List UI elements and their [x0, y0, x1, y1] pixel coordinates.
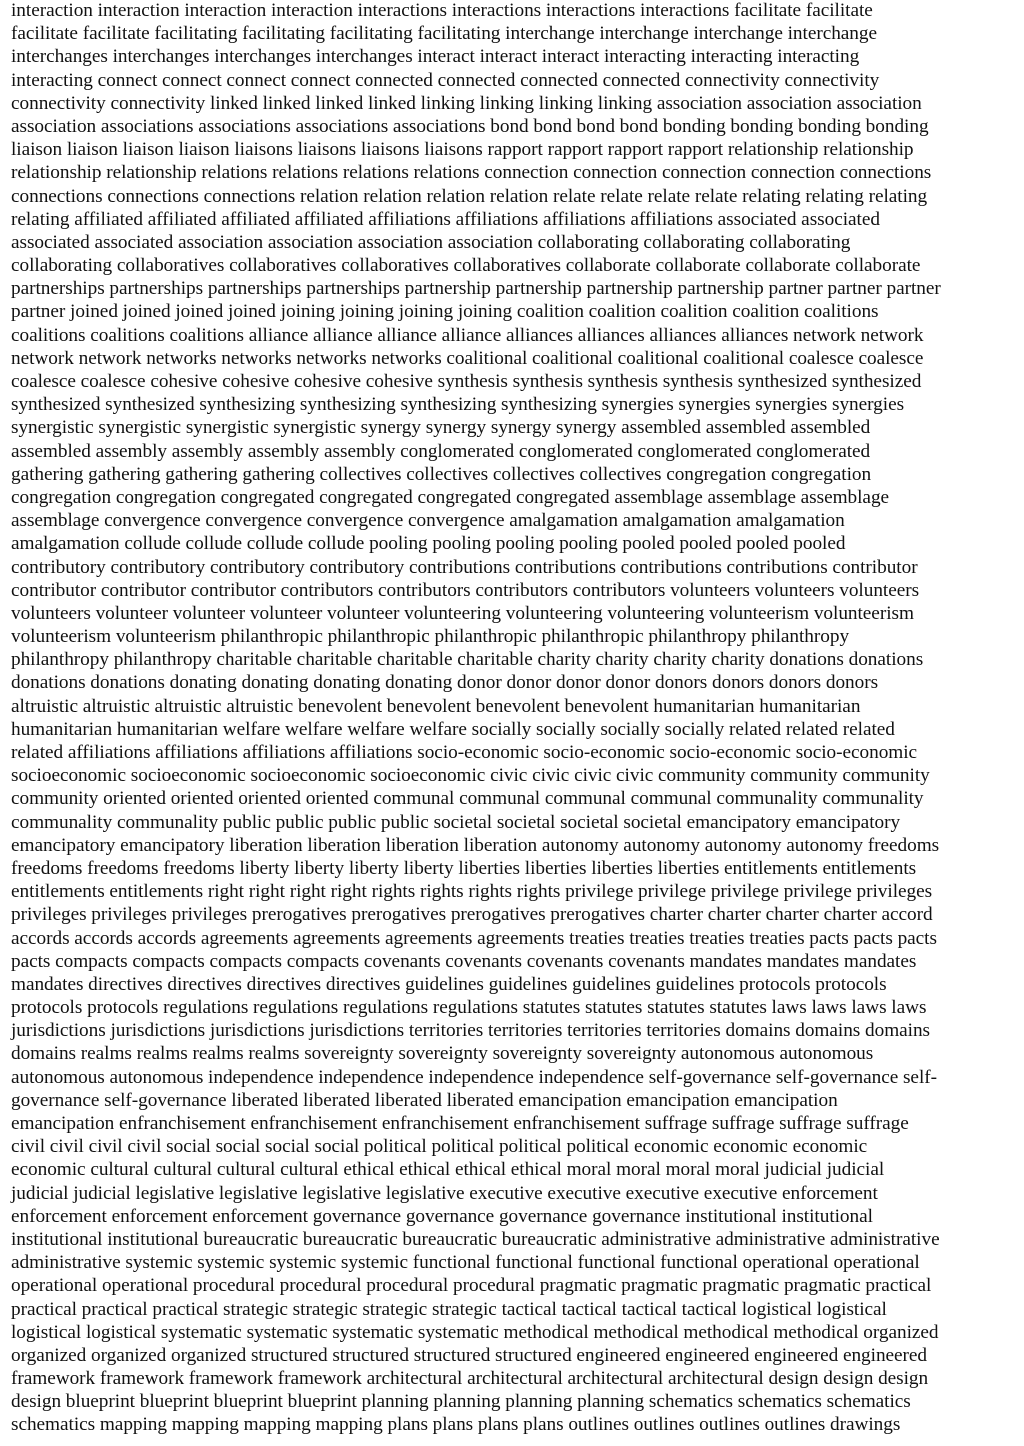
- text-line: emancipation enfranchisement enfranchisement enfranchisement enfranchisement suffrage suffrage suffrage suffrage: [11, 1113, 909, 1134]
- text-line: accords accords accords agreements agreements agreements agreements treaties treaties treaties treaties pacts pacts pacts: [11, 927, 937, 949]
- text-line: economic cultural cultural cultural cultural ethical ethical ethical ethical moral moral moral moral judicial judicial: [11, 1159, 885, 1181]
- text-line: philanthropy philanthropy charitable charitable charitable charitable charity charity charity charity donations donations: [11, 649, 924, 671]
- text-line: judicial judicial legislative legislative legislative legislative executive executive executive executive enforcement: [11, 1182, 878, 1204]
- text-line: network network networks networks networks networks coalitional coalitional coalitional coalitional coalesce coalesce: [11, 347, 924, 369]
- text-line: enforcement enforcement enforcement governance governance governance governance institutional institutional: [11, 1205, 873, 1227]
- text-line: associated associated association association association association collaborating collaborating collaborating: [11, 231, 851, 253]
- text-line: practical practical practical strategic strategic strategic strategic tactical tactical tactical tactical logistical logistical: [11, 1298, 887, 1320]
- text-line: facilitate facilitate facilitating facilitating facilitating facilitating interchange interchange interchange interchange: [11, 23, 877, 45]
- text-line: pacts compacts compacts compacts compacts covenants covenants covenants covenants mandates mandates mandates: [11, 950, 917, 972]
- text-line: institutional institutional bureaucratic bureaucratic bureaucratic bureaucratic administrative administrative administrative: [11, 1228, 940, 1250]
- text-line: altruistic altruistic altruistic altruistic benevolent benevolent benevolent benevolent humanitarian humanitarian: [11, 695, 861, 717]
- text-line: entitlements entitlements right right right right rights rights rights rights privilege privilege privilege privilege privileges: [11, 881, 933, 903]
- text-line: congregation congregation congregated congregated congregated congregated assemblage assemblage assemblage: [11, 486, 890, 508]
- text-line: operational operational procedural procedural procedural procedural pragmatic pragmatic pragmatic pragmatic practical: [11, 1275, 932, 1297]
- text-line: relating affiliated affiliated affiliated affiliated affiliations affiliations affiliations affiliations associated associated: [11, 208, 880, 230]
- text-line: related affiliations affiliations affiliations affiliations socio-economic socio-economic socio-economic socio-economic: [11, 742, 918, 763]
- text-line: interchanges interchanges interchanges interchanges interact interact interact interacting interacting interacting: [11, 46, 860, 68]
- text-line: connectivity connectivity linked linked linked linked linking linking linking linking association association association: [11, 92, 922, 114]
- text-line: coalesce coalesce cohesive cohesive cohesive cohesive synthesis synthesis synthesis synthesis synthesized synthesized: [11, 371, 922, 392]
- text-line: mandates directives directives directives directives guidelines guidelines guidelines guidelines protocols protocols: [11, 973, 887, 995]
- text-line: governance self-governance liberated liberated liberated liberated emancipation emancipation emancipation: [11, 1089, 838, 1111]
- text-line: framework framework framework framework architectural architectural architectural architectural design design design: [11, 1368, 929, 1390]
- text-line: relationship relationship relations relations relations relations connection connection connection connection connections: [11, 162, 932, 184]
- text-line: organized organized organized structured structured structured structured engineered engineered engineered engineered: [11, 1344, 928, 1366]
- text-line: design blueprint blueprint blueprint blueprint planning planning planning planning schematics schematics schematics: [11, 1391, 911, 1413]
- text-line: civil civil civil civil social social social social political political political political economic economic economic: [11, 1136, 868, 1158]
- text-line: gathering gathering gathering gathering collectives collectives collectives collectives congregation congregation: [11, 463, 872, 485]
- text-line: partnerships partnerships partnerships partnerships partnership partnership partnership partnership partner partner partner: [11, 278, 941, 300]
- text-line: amalgamation collude collude collude collude pooling pooling pooling pooling pooled pooled pooled pooled: [11, 533, 846, 555]
- text-line: socioeconomic socioeconomic socioeconomic socioeconomic civic civic civic civic community community community: [11, 765, 930, 787]
- text-line: volunteers volunteer volunteer volunteer volunteer volunteering volunteering volunteering volunteerism volunteerism: [11, 602, 914, 624]
- text-line: association associations associations associations associations bond bond bond bond bonding bonding bonding bonding: [11, 115, 929, 137]
- text-line: humanitarian humanitarian welfare welfare welfare welfare socially socially socially socially related related related: [11, 718, 895, 740]
- text-line: donations donations donating donating donating donating donor donor donor donor donors donors donors donors: [11, 672, 879, 694]
- text-line: contributor contributor contributor contributors contributors contributors contributors volunteers volunteers volunteers: [11, 579, 920, 601]
- text-line: freedoms freedoms freedoms liberty liberty liberty liberty liberties liberties liberties liberties entitlements entitlements: [11, 857, 917, 879]
- text-line: schematics mapping mapping mapping mapping plans plans plans plans outlines outlines outlines outlines drawings: [11, 1414, 901, 1436]
- text-line: protocols protocols regulations regulations regulations regulations statutes statutes statutes statutes laws laws laws laws: [11, 997, 927, 1019]
- text-line: administrative systemic systemic systemic systemic functional functional functional functional operational operational: [11, 1252, 920, 1274]
- text-line: connections connections connections relation relation relation relation relate relate relate relate relating relating relating: [11, 185, 928, 207]
- text-line: communality communality public public public public societal societal societal societal emancipatory emancipatory: [11, 811, 901, 833]
- text-line: jurisdictions jurisdictions jurisdictions jurisdictions territories territories territories territories domains domains domains: [11, 1020, 931, 1042]
- text-line: logistical logistical systematic systematic systematic systematic methodical methodical methodical methodical organized: [11, 1321, 939, 1343]
- text-line: domains realms realms realms realms sovereignty sovereignty sovereignty sovereignty autonomous autonomous: [11, 1043, 874, 1065]
- text-line: assemblage convergence convergence convergence convergence amalgamation amalgamation amalgamation: [11, 510, 845, 532]
- text-line: assembled assembly assembly assembly assembly conglomerated conglomerated conglomerated conglomerated: [11, 440, 871, 462]
- document-text-body: [11, 0, 1016, 1437]
- text-line: synergistic synergistic synergistic synergistic synergy synergy synergy synergy assembled assembled assembled: [11, 417, 871, 439]
- text-line: autonomous autonomous independence independence independence independence self-governance self-governance self-: [11, 1066, 937, 1088]
- text-line: collaborating collaboratives collaboratives collaboratives collaboratives collaborate collaborate collaborate collaborate: [11, 255, 921, 277]
- text-line: community oriented oriented oriented oriented communal communal communal communal communality communality: [11, 788, 924, 810]
- text-line: liaison liaison liaison liaison liaisons liaisons liaisons liaisons rapport rapport rapport rapport relationship relationship: [11, 139, 914, 161]
- text-line: interacting connect connect connect connect connected connected connected connected connectivity connectivity: [11, 69, 880, 91]
- text-line: contributory contributory contributory contributory contributions contributions contributions contributions contributor: [11, 556, 918, 578]
- text-line: synthesized synthesized synthesizing synthesizing synthesizing synthesizing synergies synergies synergies synergies: [11, 394, 905, 416]
- text-line: volunteerism volunteerism philanthropic philanthropic philanthropic philanthropic philanthropy philanthropy: [11, 626, 850, 648]
- text-line: privileges privileges privileges prerogatives prerogatives prerogatives prerogatives charter charter charter charter accord: [11, 904, 933, 926]
- text-line: partner joined joined joined joined joining joining joining joining coalition coalition coalition coalition coalitions: [11, 301, 879, 323]
- text-line: interaction interaction interaction interaction interactions interactions interactions interactions facilitate facilitate: [11, 0, 873, 21]
- text-line: coalitions coalitions coalitions alliance alliance alliance alliance alliances alliances alliances alliances network network: [11, 324, 924, 346]
- text-line: emancipatory emancipatory liberation liberation liberation liberation autonomy autonomy autonomy autonomy freedoms: [11, 834, 940, 856]
